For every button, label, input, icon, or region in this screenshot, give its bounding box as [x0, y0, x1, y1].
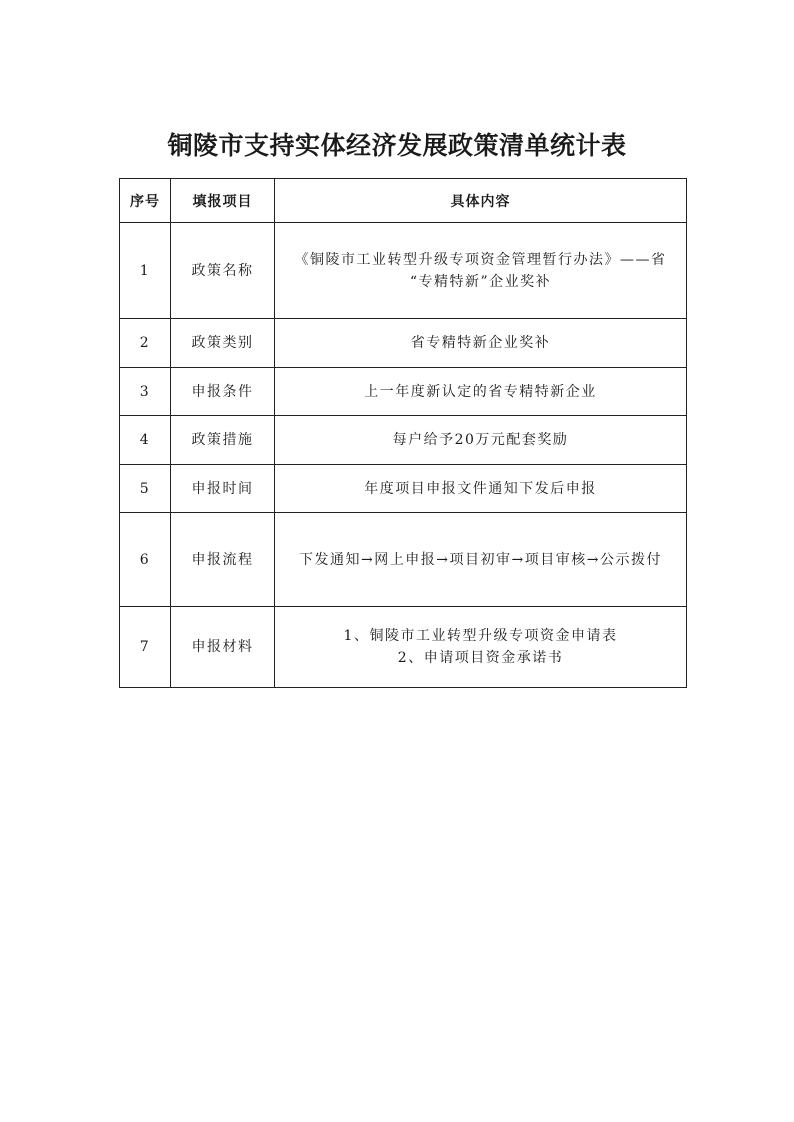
row-item: 申报材料 — [171, 607, 275, 688]
table-row — [120, 223, 687, 319]
table-row — [120, 368, 687, 416]
row-content — [275, 223, 687, 319]
row-content: 上一年度新认定的省专精特新企业 — [275, 368, 687, 416]
row-number: 6 — [120, 513, 171, 607]
table-row — [120, 513, 687, 607]
row-item: 政策类别 — [171, 319, 275, 368]
table-header-row — [120, 179, 687, 223]
header-item: 填报项目 — [171, 179, 275, 223]
row-item: 政策措施 — [171, 416, 275, 465]
policy-table — [119, 178, 687, 688]
row-item: 申报条件 — [171, 368, 275, 416]
row-item: 申报流程 — [171, 513, 275, 607]
row-content — [275, 607, 687, 688]
row-number: 7 — [120, 607, 171, 688]
row-content: 下发通知→网上申报→项目初审→项目审核→公示拨付 — [275, 513, 687, 607]
row-content: 每户给予20万元配套奖励 — [275, 416, 687, 465]
row-item: 政策名称 — [171, 223, 275, 319]
row-item: 申报时间 — [171, 465, 275, 513]
content-line: “专精特新”企业奖补 — [409, 273, 552, 290]
row-number: 4 — [120, 416, 171, 465]
table-row — [120, 607, 687, 688]
row-content: 年度项目申报文件通知下发后申报 — [275, 465, 687, 513]
row-number: 1 — [120, 223, 171, 319]
row-number: 5 — [120, 465, 171, 513]
row-number: 2 — [120, 319, 171, 368]
document-title: 铜陵市支持实体经济发展政策清单统计表 — [167, 131, 627, 160]
row-content: 省专精特新企业奖补 — [275, 319, 687, 368]
table-row — [120, 465, 687, 513]
row-number: 3 — [120, 368, 171, 416]
content-line: 《铜陵市工业转型升级专项资金管理暂行办法》——省 — [294, 251, 667, 268]
header-content: 具体内容 — [275, 179, 687, 223]
table-row — [120, 416, 687, 465]
content-line: 1、铜陵市工业转型升级专项资金申请表 — [343, 628, 618, 644]
header-no: 序号 — [120, 179, 171, 223]
table-row — [120, 319, 687, 368]
content-line: 2、申请项目资金承诺书 — [397, 650, 564, 666]
